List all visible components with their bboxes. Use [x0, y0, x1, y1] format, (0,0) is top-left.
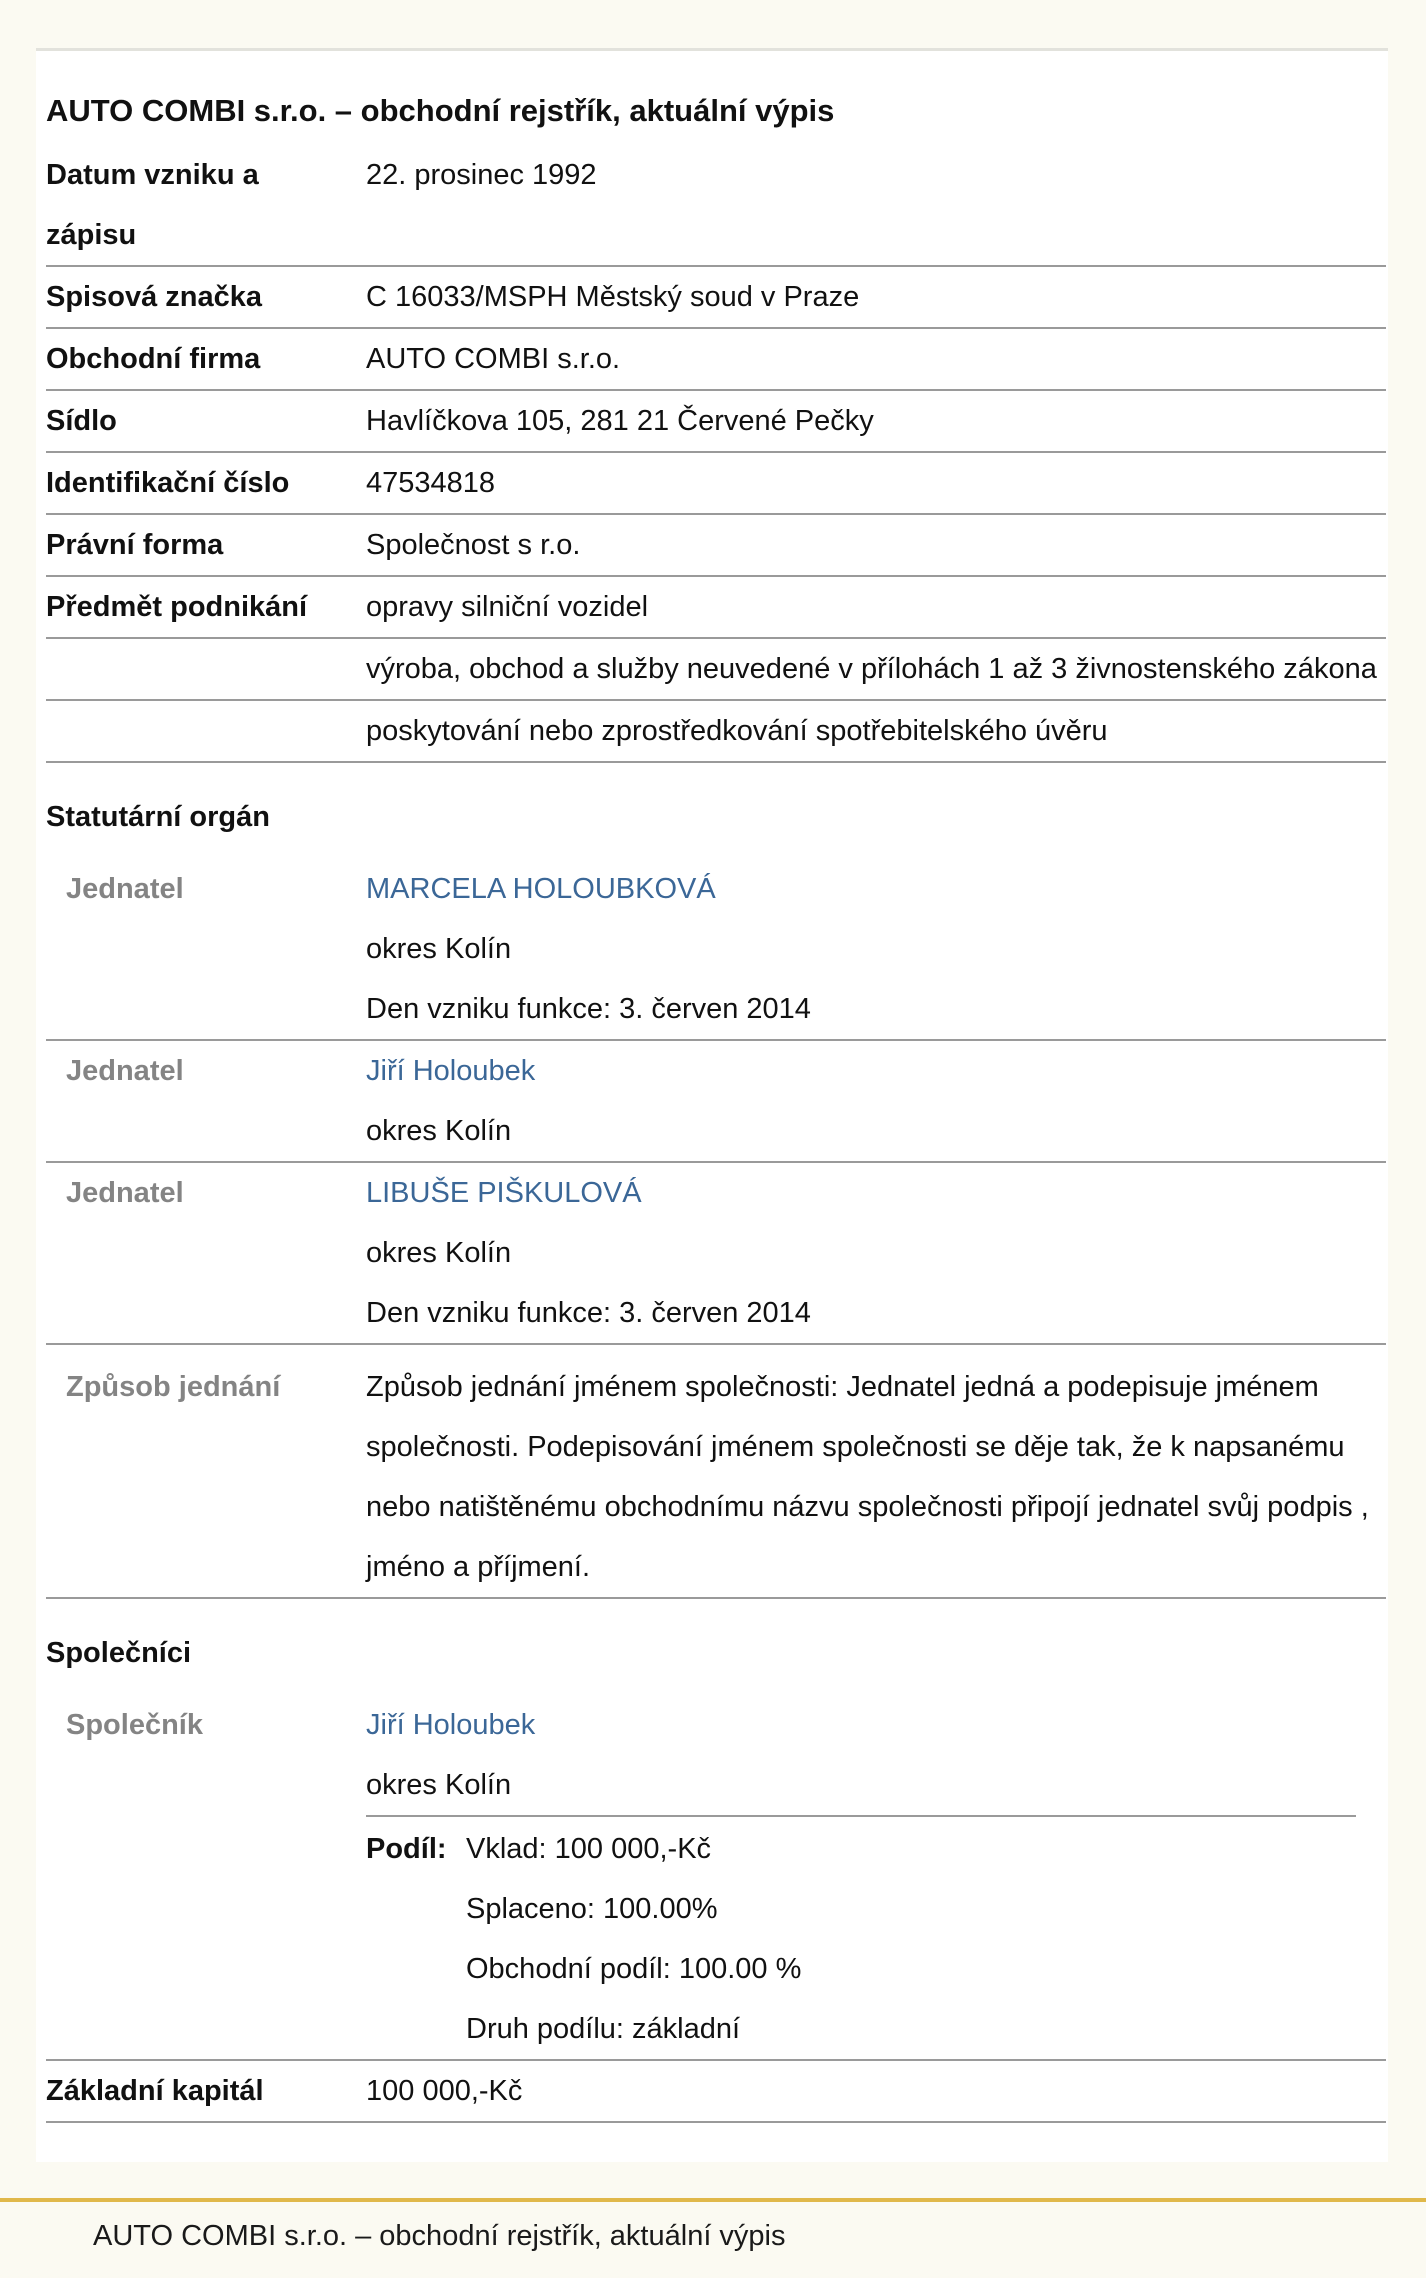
podil-splaceno: Splaceno: 100.00% [466, 1893, 718, 1925]
predmet-item: poskytování nebo zprostředkování spotřebitelského úvěru [366, 700, 1386, 762]
spis-value: C 16033/MSPH Městský soud v Praze [366, 266, 1386, 328]
member-role: Jednatel [46, 1162, 366, 1344]
podil-block [366, 1815, 1356, 2059]
forma-value: Společnost s r.o. [366, 514, 1386, 576]
row-predmet-3 [46, 700, 1386, 762]
footer-text: AUTO COMBI s.r.o. – obchodní rejstřík, aktuální výpis [93, 2220, 786, 2252]
section-spolecnici [46, 1598, 1386, 1695]
firma-label: Obchodní firma [46, 328, 366, 390]
row-firma [46, 328, 1386, 390]
member-row [46, 1040, 1386, 1162]
page-title: AUTO COMBI s.r.o. – obchodní rejstřík, aktuální výpis [46, 93, 835, 128]
ic-value: 47534818 [366, 452, 1386, 514]
member-role: Jednatel [46, 1040, 366, 1162]
member-name-link[interactable]: LIBUŠE PIŠKULOVÁ [366, 1177, 642, 1209]
kapital-label: Základní kapitál [46, 2060, 366, 2122]
row-kapital [46, 2060, 1386, 2122]
row-datum [46, 145, 1386, 266]
datum-value: 22. prosinec 1992 [366, 145, 1386, 266]
row-ic [46, 452, 1386, 514]
sidlo-label: Sídlo [46, 390, 366, 452]
datum-label: Datum vzniku a zápisu [46, 145, 366, 266]
predmet-label: Předmět podnikání [46, 576, 366, 638]
forma-label: Právní forma [46, 514, 366, 576]
member-name-link[interactable]: Jiří Holoubek [366, 1055, 536, 1087]
registry-content [46, 93, 1386, 2123]
zpusob-label: Způsob jednání [46, 1344, 366, 1598]
member-row [46, 859, 1386, 1040]
kapital-value: 100 000,-Kč [366, 2060, 1386, 2122]
podil-druh: Druh podílu: základní [466, 2013, 741, 2045]
predmet-item: opravy silniční vozidel [366, 576, 1386, 638]
member-since: Den vzniku funkce: 3. červen 2014 [366, 1297, 811, 1329]
partner-row [46, 1695, 1386, 2060]
row-predmet-2 [46, 638, 1386, 700]
member-row [46, 1162, 1386, 1344]
podil-vklad: Vklad: 100 000,-Kč [466, 1833, 712, 1865]
row-predmet-1 [46, 576, 1386, 638]
registry-card [36, 48, 1388, 2162]
row-sidlo [46, 390, 1386, 452]
firma-value: AUTO COMBI s.r.o. [366, 328, 1386, 390]
member-role: Jednatel [46, 859, 366, 1040]
member-name-link[interactable]: MARCELA HOLOUBKOVÁ [366, 873, 716, 905]
member-district: okres Kolín [366, 1237, 512, 1269]
page-footer [0, 2198, 1426, 2278]
spis-label: Spisová značka [46, 266, 366, 328]
section-statutarni [46, 762, 1386, 859]
spolecnici-heading: Společníci [46, 1637, 192, 1669]
member-since: Den vzniku funkce: 3. červen 2014 [366, 993, 811, 1025]
ic-label: Identifikační číslo [46, 452, 366, 514]
zpusob-text: Způsob jednání jménem společnosti: Jednatel jedná a podepisuje jménem společnosti. Podepisování jménem společnosti se děje tak, že k napsanému nebo natištěnému obchodnímu názvu společnosti připojí jednatel svůj podpis , jméno a příjmení. [366, 1344, 1386, 1598]
partner-name-link[interactable]: Jiří Holoubek [366, 1709, 536, 1741]
partner-district: okres Kolín [366, 1769, 512, 1801]
row-forma [46, 514, 1386, 576]
row-zpusob [46, 1344, 1386, 1598]
podil-obchodni: Obchodní podíl: 100.00 % [466, 1953, 802, 1985]
member-district: okres Kolín [366, 1115, 512, 1147]
row-spis [46, 266, 1386, 328]
sidlo-value: Havlíčkova 105, 281 21 Červené Pečky [366, 390, 1386, 452]
partner-role: Společník [46, 1695, 366, 2060]
predmet-item: výroba, obchod a služby neuvedené v přílohách 1 až 3 živnostenského zákona [366, 638, 1386, 700]
podil-label: Podíl: [366, 1833, 447, 1865]
registry-table [46, 145, 1386, 2123]
statutarni-heading: Statutární orgán [46, 801, 270, 833]
member-district: okres Kolín [366, 933, 512, 965]
